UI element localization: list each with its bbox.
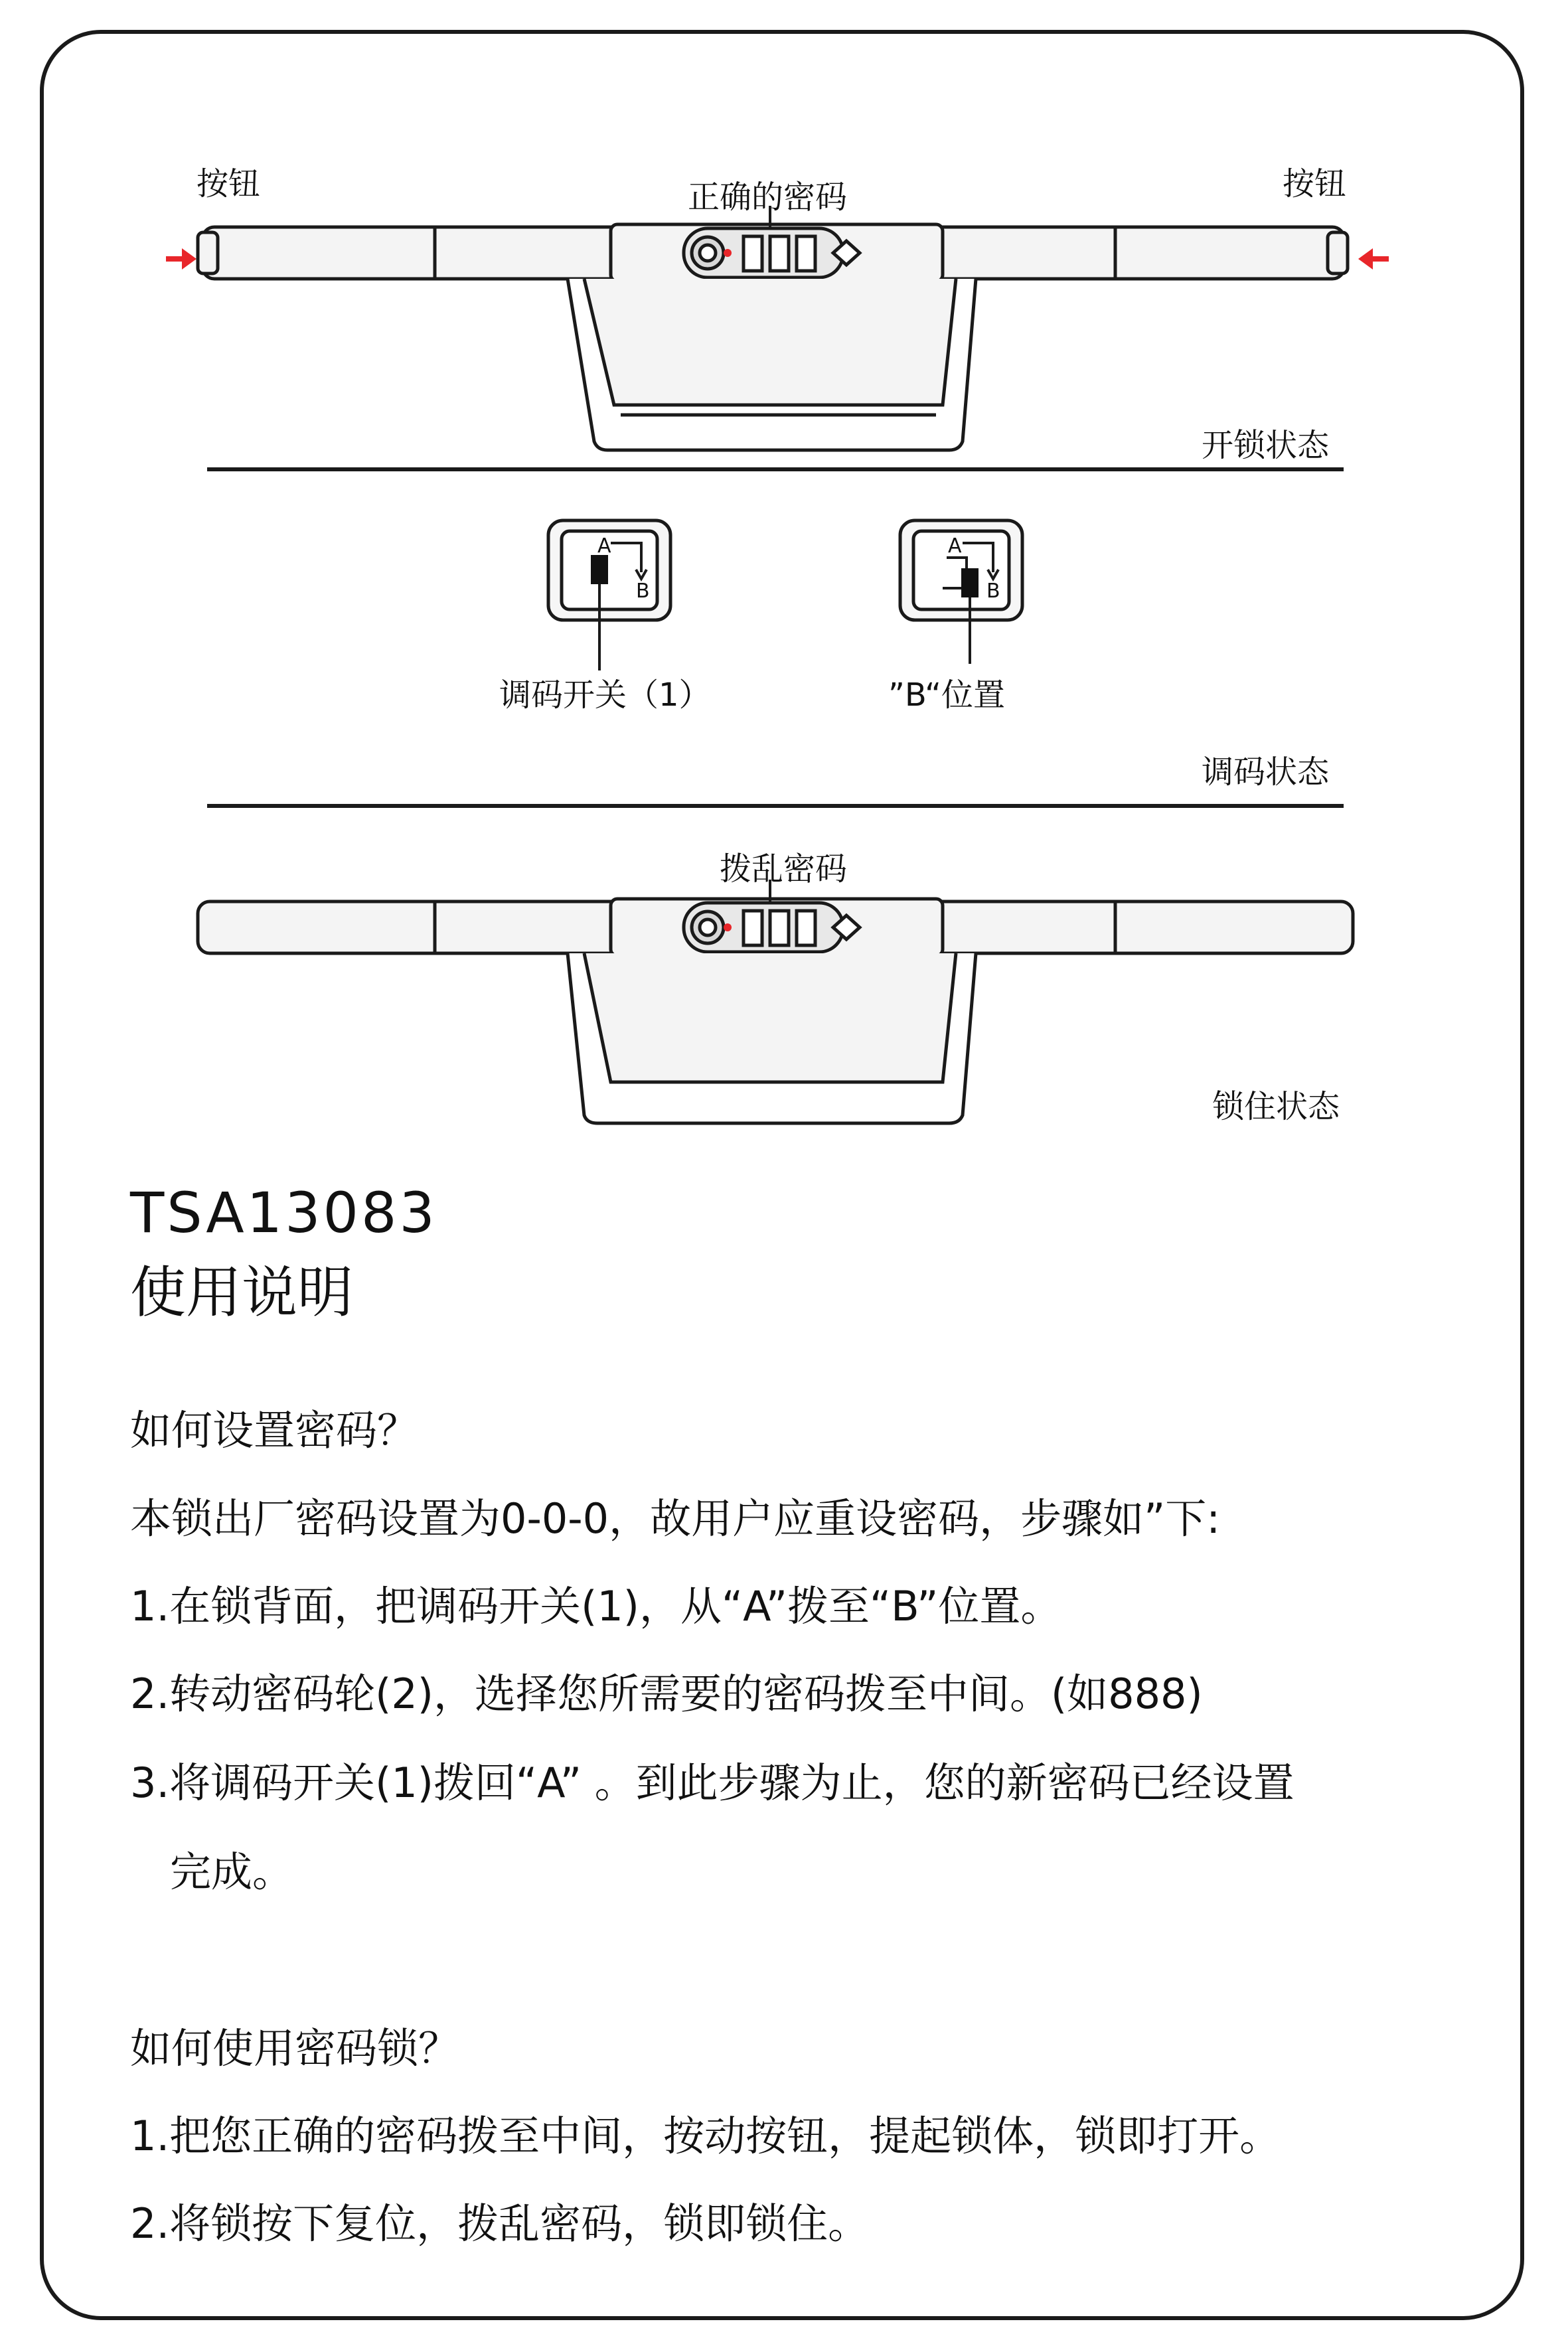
state-switch-label: 调码状态 <box>1202 753 1330 791</box>
set-step-1: 1.在锁背面，把调码开关(1)，从“A”拨至“B”位置。 <box>130 1582 1062 1630</box>
switch-label: 调码开关（1） <box>499 676 711 714</box>
set-step-3: 3.将调码开关(1)拨回“A” 。到此步骤为止，您的新密码已经设置 <box>130 1759 1294 1807</box>
state-locked-label: 锁住状态 <box>1212 1088 1340 1125</box>
b-position-label: ”B“位置 <box>888 676 1006 714</box>
switch1-letter-a: A <box>597 534 611 558</box>
button-label-right: 按钮 <box>1283 165 1347 202</box>
use-heading: 如何使用密码锁？ <box>130 2024 460 2073</box>
state-unlocked-label: 开锁状态 <box>1202 427 1330 464</box>
model-number: TSA13083 <box>130 1180 437 1245</box>
set-step-2: 2.转动密码轮(2)，选择您所需要的密码拨至中间。(如888) <box>130 1670 1203 1718</box>
page-title: 使用说明 <box>130 1260 354 1325</box>
button-label-left: 按钮 <box>196 165 261 202</box>
correct-code-label: 正确的密码 <box>688 179 848 216</box>
use-step-2: 2.将锁按下复位，拨乱密码，锁即锁住。 <box>130 2199 870 2248</box>
switch2-letter-a: A <box>948 534 962 558</box>
set-step-3-cont: 完成。 <box>170 1847 294 1896</box>
switch2-letter-b: B <box>986 580 1000 603</box>
set-intro: 本锁出厂密码设置为0-0-0，故用户应重设密码，步骤如”下: <box>130 1494 1221 1543</box>
set-heading: 如何设置密码？ <box>130 1406 419 1454</box>
switch1-letter-b: B <box>636 580 650 603</box>
lock-diagram-locked <box>0 0 1568 1142</box>
use-step-1: 1.把您正确的密码拨至中间，按动按钮，提起锁体，锁即打开。 <box>130 2112 1281 2160</box>
scramble-code-label: 拨乱密码 <box>720 850 848 888</box>
